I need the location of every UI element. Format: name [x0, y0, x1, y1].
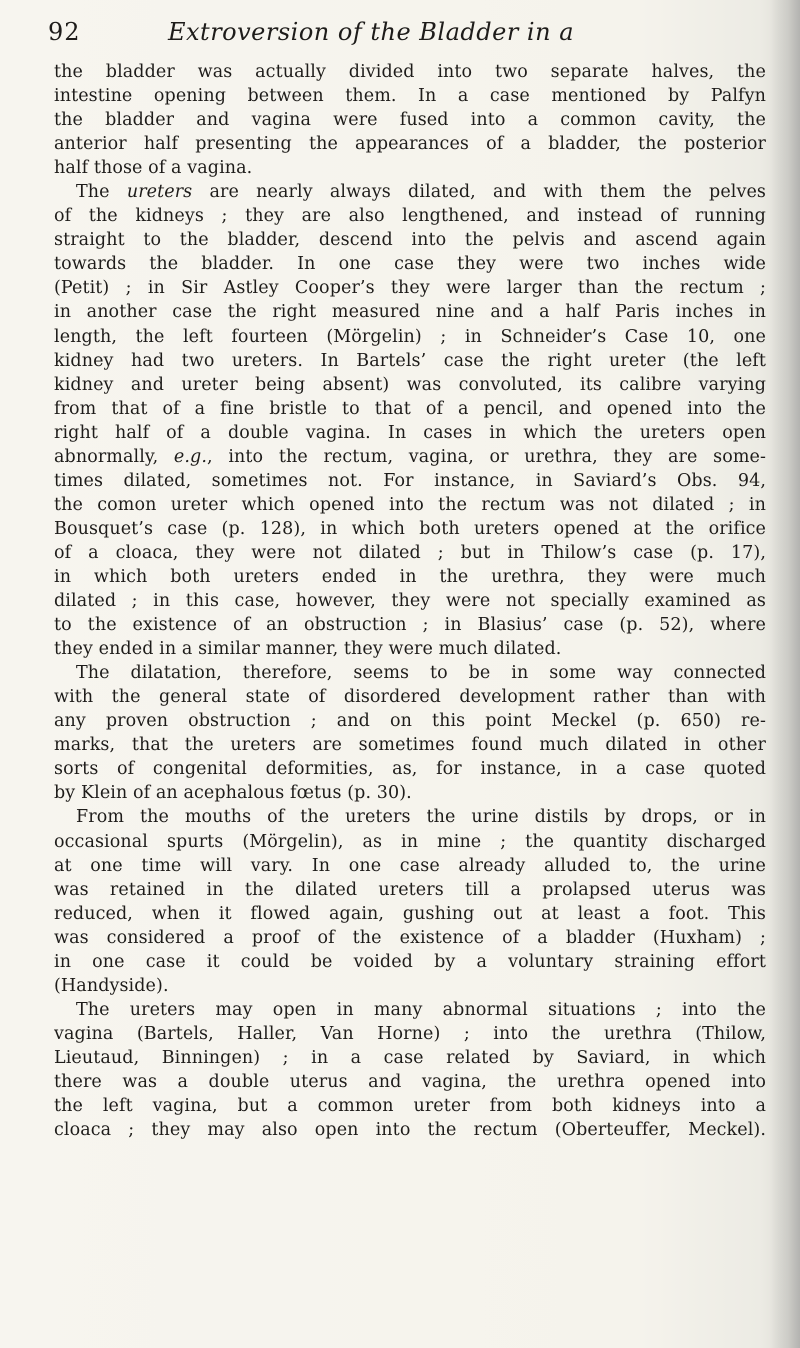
text-line [54, 805, 766, 829]
text-segment: (Petit) ; in Sir Astley Cooper’s they were larger than the rectum ; [54, 278, 766, 299]
text-segment: The ureters may open in many abnormal situations ; into the [76, 999, 766, 1020]
text-line [54, 541, 766, 565]
text-line [54, 878, 766, 902]
text-segment: at one time will vary. In one case already alluded to, the urine [54, 855, 766, 876]
text-line [54, 421, 766, 445]
text-line [54, 1094, 766, 1118]
text-segment: of a cloaca, they were not dilated ; but in Thilow’s case (p. 17), [54, 542, 766, 563]
text-line [54, 950, 766, 974]
text-line [54, 397, 766, 421]
text-line [54, 132, 766, 156]
text-line [54, 974, 766, 998]
text-segment: was considered a proof of the existence of a bladder (Huxham) ; [54, 927, 766, 948]
text-segment: , into the rectum, vagina, or urethra, they are some- [207, 446, 766, 467]
text-line [54, 1046, 766, 1070]
text-segment: the left vagina, but a common ureter from both kidneys into a [54, 1096, 766, 1117]
text-segment: of the kidneys ; they are also lengthened, and instead of running [54, 206, 766, 227]
text-line [54, 1070, 766, 1094]
text-line [54, 589, 766, 613]
text-segment: dilated ; in this case, however, they were not specially examined as [54, 591, 766, 612]
page-edge-shadow [770, 0, 800, 1348]
text-line [54, 661, 766, 685]
text-line [54, 300, 766, 324]
text-line [54, 228, 766, 252]
text-segment: by Klein of an acephalous fœtus (p. 30). [54, 783, 412, 804]
text-segment: abnormally, [54, 446, 174, 467]
text-segment: anterior half presenting the appearances of a bladder, the posterior [54, 134, 766, 155]
text-segment: the bladder was actually divided into two separate halves, the [54, 62, 766, 82]
text-line [54, 349, 766, 373]
text-segment: the bladder and vagina were fused into a common cavity, the [54, 110, 766, 131]
text-line [54, 926, 766, 950]
page-header [48, 18, 768, 58]
text-line [54, 830, 766, 854]
text-segment: marks, that the ureters are sometimes found much dilated in other [54, 735, 766, 756]
text-line [54, 60, 766, 84]
text-line [54, 252, 766, 276]
text-line [54, 1118, 766, 1142]
text-line [54, 204, 766, 228]
text-segment: reduced, when it flowed again, gushing out at least a foot. This [54, 903, 766, 924]
text-line [54, 373, 766, 397]
text-segment: straight to the bladder, descend into the pelvis and ascend again [54, 230, 766, 251]
text-line [54, 733, 766, 757]
text-segment: with the general state of disordered development rather than with [54, 687, 766, 708]
text-line [54, 156, 766, 180]
text-segment: was retained in the dilated ureters till a prolapsed uterus was [54, 879, 766, 900]
text-line [54, 276, 766, 300]
text-segment: in one case it could be voided by a voluntary straining effort [54, 951, 766, 972]
text-segment: Bousquet’s case (p. 128), in which both ureters opened at the orifice [54, 518, 766, 539]
body-text [54, 60, 766, 1142]
italic-text-segment: e.g. [173, 446, 208, 467]
text-segment: they ended in a similar manner, they were much dilated. [54, 639, 562, 660]
text-line [54, 613, 766, 637]
text-segment: intestine opening between them. In a case mentioned by Palfyn [54, 86, 766, 107]
text-line [54, 325, 766, 349]
text-segment: sorts of congenital deformities, as, for instance, in a case quoted [54, 759, 766, 780]
text-line [54, 854, 766, 878]
text-segment: The [76, 182, 127, 203]
text-segment: are nearly always dilated, and with them the pelves [192, 182, 766, 203]
text-segment: half those of a vagina. [54, 158, 253, 179]
text-segment: occasional spurts (Mörgelin), as in mine ; the quantity discharged [54, 831, 766, 852]
text-segment: the comon ureter which opened into the rectum was not dilated ; in [54, 494, 766, 515]
text-line [54, 757, 766, 781]
page-number: 92 [48, 18, 81, 46]
text-segment: towards the bladder. In one case they were two inches wide [54, 254, 766, 275]
text-segment: vagina (Bartels, Haller, Van Horne) ; into the urethra (Thilow, [54, 1023, 766, 1044]
text-segment: cloaca ; they may also open into the rectum (Oberteuffer, Meckel). [54, 1120, 766, 1141]
text-segment: kidney and ureter being absent) was convoluted, its calibre varying [54, 374, 766, 395]
text-line [54, 180, 766, 204]
text-line [54, 1022, 766, 1046]
text-line [54, 84, 766, 108]
text-segment: to the existence of an obstruction ; in Blasius’ case (p. 52), where [54, 615, 766, 636]
text-segment: The dilatation, therefore, seems to be in some way connected [76, 663, 766, 684]
text-line [54, 637, 766, 661]
text-segment: any proven obstruction ; and on this point Meckel (p. 650) re- [54, 711, 766, 732]
text-line [54, 445, 766, 469]
text-segment: kidney had two ureters. In Bartels’ case the right ureter (the left [54, 350, 766, 371]
text-line [54, 517, 766, 541]
text-line [54, 902, 766, 926]
text-line [54, 108, 766, 132]
text-line [54, 469, 766, 493]
text-segment: Lieutaud, Binningen) ; in a case related by Saviard, in which [54, 1047, 766, 1068]
text-segment: in another case the right measured nine and a half Paris inches in [54, 302, 766, 323]
text-line [54, 709, 766, 733]
text-line [54, 565, 766, 589]
running-title: Extroversion of the Bladder in a [168, 18, 574, 46]
text-segment: in which both ureters ended in the urethra, they were much [54, 566, 766, 587]
text-segment: length, the left fourteen (Mörgelin) ; in Schneider’s Case 10, one [54, 326, 766, 347]
text-line [54, 998, 766, 1022]
text-segment: times dilated, sometimes not. For instance, in Saviard’s Obs. 94, [54, 470, 766, 491]
text-segment: right half of a double vagina. In cases in which the ureters open [54, 422, 766, 443]
italic-text-segment: ureters [126, 182, 193, 203]
text-segment: from that of a fine bristle to that of a pencil, and opened into the [54, 398, 766, 419]
text-segment: From the mouths of the ureters the urine distils by drops, or in [76, 807, 766, 828]
text-line [54, 781, 766, 805]
text-segment: (Handyside). [54, 975, 169, 996]
text-line [54, 685, 766, 709]
text-segment: there was a double uterus and vagina, the urethra opened into [54, 1071, 766, 1092]
text-line [54, 493, 766, 517]
